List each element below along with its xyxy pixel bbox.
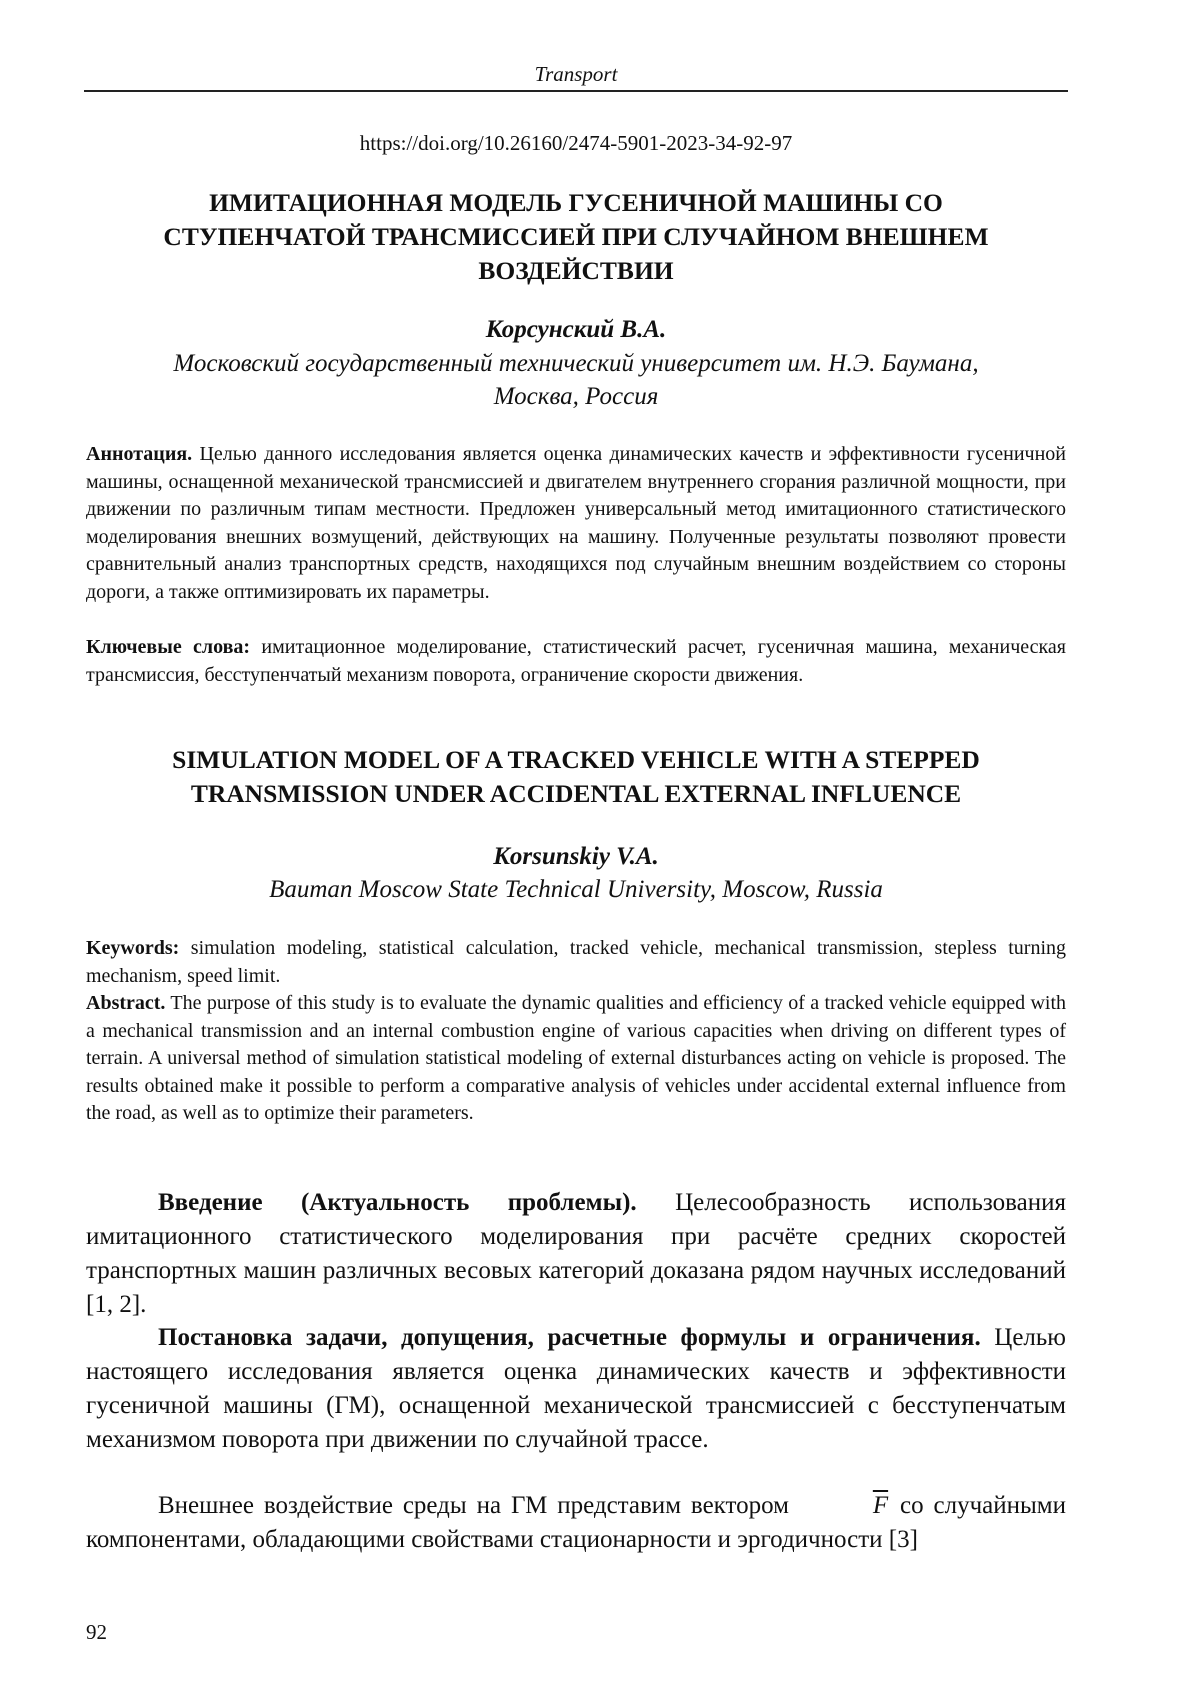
affiliation-line: Московский государственный технический университет им. Н.Э. Баумана, (173, 350, 979, 377)
journal-page (86, 0, 1066, 1705)
abstract-english (86, 990, 1066, 1128)
paragraph-external-influence (86, 1489, 1066, 1557)
affiliation-russian (86, 347, 1066, 413)
keywords-english (86, 935, 1066, 990)
annotation-russian (86, 441, 1066, 607)
annotation-text: Целью данного исследования является оценка динамических качеств и эффективности гусеничной машины, оснащенной механической трансмиссией и двигателем внутреннего сгорания различной мощности, при движении по различным типам местности. Предложен универсальный метод имитационного статистического моделирования внешних возмущений, действующих на машину. Полученные результаты позволяют провести сравнительный анализ транспортных средств, находящихся под случайным внешним воздействием со стороны дороги, а также оптимизировать их параметры. (86, 443, 1066, 603)
vector-f-symbol: $\overline{F}$ (872, 1492, 889, 1519)
title-russian-line: ВОЗДЕЙСТВИИ (478, 256, 674, 285)
title-english (86, 743, 1066, 811)
author-english: Korsunskiy V.A. (493, 843, 659, 870)
introduction-text: Целесообразность использования имитационного статистического моделирования при расчёте средних скоростей транспортных машин различных весовых категорий доказана рядом научных исследований [1, 2]. (86, 1189, 1066, 1318)
doi-link[interactable]: https://doi.org/10.26160/2474-5901-2023-34-92-97 (359, 131, 793, 155)
problem-statement-text: Целью настоящего исследования является оценка динамических качеств и эффективности гусеничной машины (ГМ), оснащенной механической трансмиссией с бесступенчатым механизмом поворота при движении по случайной трассе. (86, 1324, 1066, 1453)
abstract-label: Abstract. (86, 992, 166, 1014)
introduction-heading: Введение (Актуальность проблемы). (158, 1189, 637, 1216)
keywords-label: Keywords: (86, 937, 180, 959)
affiliation-english: Bauman Moscow State Technical University, Moscow, Russia (269, 876, 883, 903)
paragraph-problem-statement (86, 1321, 1066, 1457)
abstract-text: The purpose of this study is to evaluate the dynamic qualities and efficiency of a tracked vehicle equipped with a mechanical transmission and an internal combustion engine of various capacities when driving on different types of terrain. A universal method of simulation statistical modeling of external disturbances acting on vehicle is proposed. The results obtained make it possible to perform a comparative analysis of vehicles under accidental external influence from the road, as well as to optimize their parameters. (86, 992, 1066, 1125)
problem-statement-heading: Постановка задачи, допущения, расчетные формулы и ограничения. (158, 1324, 981, 1351)
external-influence-text-continued: со случайными компонентами, обладающими свойствами стационарности и эргодичности [3] (86, 1492, 1066, 1553)
title-english-line: TRANSMISSION UNDER ACCIDENTAL EXTERNAL INFLUENCE (190, 779, 962, 808)
affiliation-line: Москва, Россия (493, 383, 659, 410)
keywords-text: simulation modeling, statistical calculation, tracked vehicle, mechanical transmission, stepless turning mechanism, speed limit. (86, 937, 1066, 987)
page-number: 92 (86, 1620, 107, 1644)
title-russian-line: СТУПЕНЧАТОЙ ТРАНСМИССИЕЙ ПРИ СЛУЧАЙНОМ ВНЕШНЕМ (163, 222, 989, 251)
title-english-line: SIMULATION MODEL OF A TRACKED VEHICLE WITH A STEPPED (172, 745, 980, 774)
author-russian: Корсунский В.А. (485, 316, 667, 343)
title-russian-line: ИМИТАЦИОННАЯ МОДЕЛЬ ГУСЕНИЧНОЙ МАШИНЫ СО (209, 188, 943, 217)
keywords-text: имитационное моделирование, статистический расчет, гусеничная машина, механическая трансмиссия, бесступенчатый механизм поворота, ограничение скорости движения. (86, 636, 1066, 686)
annotation-label: Аннотация. (86, 443, 193, 465)
keywords-label: Ключевые слова: (86, 636, 251, 658)
keywords-russian (86, 634, 1066, 689)
title-russian (86, 186, 1066, 288)
running-head: Transport (534, 62, 618, 86)
external-influence-text: Внешнее воздействие среды на ГМ представим вектором (158, 1492, 799, 1519)
paragraph-introduction (86, 1186, 1066, 1322)
header-rule (84, 90, 1068, 92)
